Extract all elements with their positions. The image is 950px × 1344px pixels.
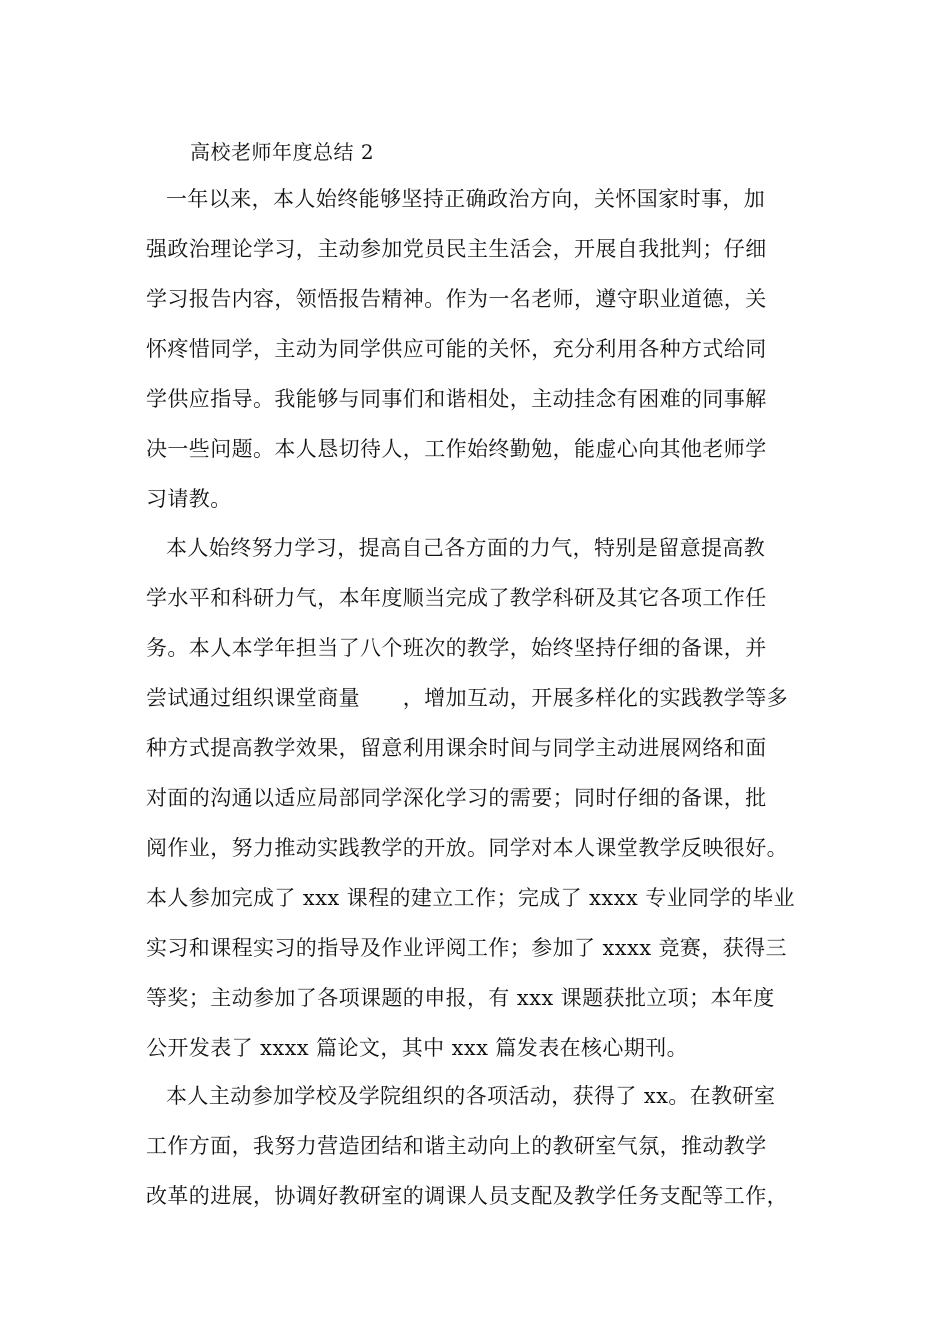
- paragraph: [146, 174, 826, 524]
- document-title: 高校老师年度总结 2: [190, 140, 375, 164]
- text-line: 对面的沟通以适应局部同学深化学习的需要；同时仔细的备课，批: [146, 786, 767, 810]
- text-line: 本人主动参加学校及学院组织的各项活动，获得了 xx。在教研室: [166, 1084, 776, 1108]
- text-line: 学水平和科研力气，本年度顺当完成了教学科研及其它各项工作任: [146, 586, 767, 610]
- paragraph: [146, 523, 826, 1073]
- text-line: 务。本人本学年担当了八个班次的教学，始终坚持仔细的备课，并: [146, 636, 767, 660]
- text-line: 工作方面，我努力营造团结和谐主动向上的教研室气氛，推动教学: [146, 1134, 767, 1158]
- text-line: 种方式提高教学效果，留意利用课余时间与同学主动进展网络和面: [146, 736, 767, 760]
- text-line: 怀疼惜同学，主动为同学供应可能的关怀，充分利用各种方式给同: [146, 337, 767, 361]
- text-line: 等奖；主动参加了各项课题的申报，有 xxx 课题获批立项；本年度: [146, 986, 775, 1010]
- text-line: 决一些问题。本人恳切待人，工作始终勤勉，能虚心向其他老师学: [146, 437, 767, 461]
- text-line: 习请教。: [146, 487, 232, 511]
- text-line: 改革的进展，协调好教研室的调课人员支配及教学任务支配等工作，: [146, 1184, 788, 1208]
- text-line: 学供应指导。我能够与同事们和谐相处，主动挂念有困难的同事解: [146, 387, 767, 411]
- text-line: 尝试通过组织课堂商量 ，增加互动，开展多样化的实践教学等多: [146, 686, 788, 710]
- text-line: 学习报告内容，领悟报告精神。作为一名老师，遵守职业道德，关: [146, 287, 767, 311]
- text-line: 本人始终努力学习，提高自己各方面的力气，特别是留意提高教: [166, 536, 766, 560]
- paragraph: [146, 1071, 826, 1221]
- text-line: 本人参加完成了 xxx 课程的建立工作；完成了 xxxx 专业同学的毕业: [146, 886, 796, 910]
- text-line: 阅作业，努力推动实践教学的开放。同学对本人课堂教学反映很好。: [146, 836, 788, 860]
- text-line: 公开发表了 xxxx 篇论文，其中 xxx 篇发表在核心期刊。: [146, 1036, 689, 1060]
- text-line: 一年以来，本人始终能够坚持正确政治方向，关怀国家时事，加: [166, 187, 766, 211]
- text-line: 实习和课程实习的指导及作业评阅工作；参加了 xxxx 竞赛，获得三: [146, 936, 787, 960]
- text-line: 强政治理论学习，主动参加党员民主生活会，开展自我批判；仔细: [146, 237, 767, 261]
